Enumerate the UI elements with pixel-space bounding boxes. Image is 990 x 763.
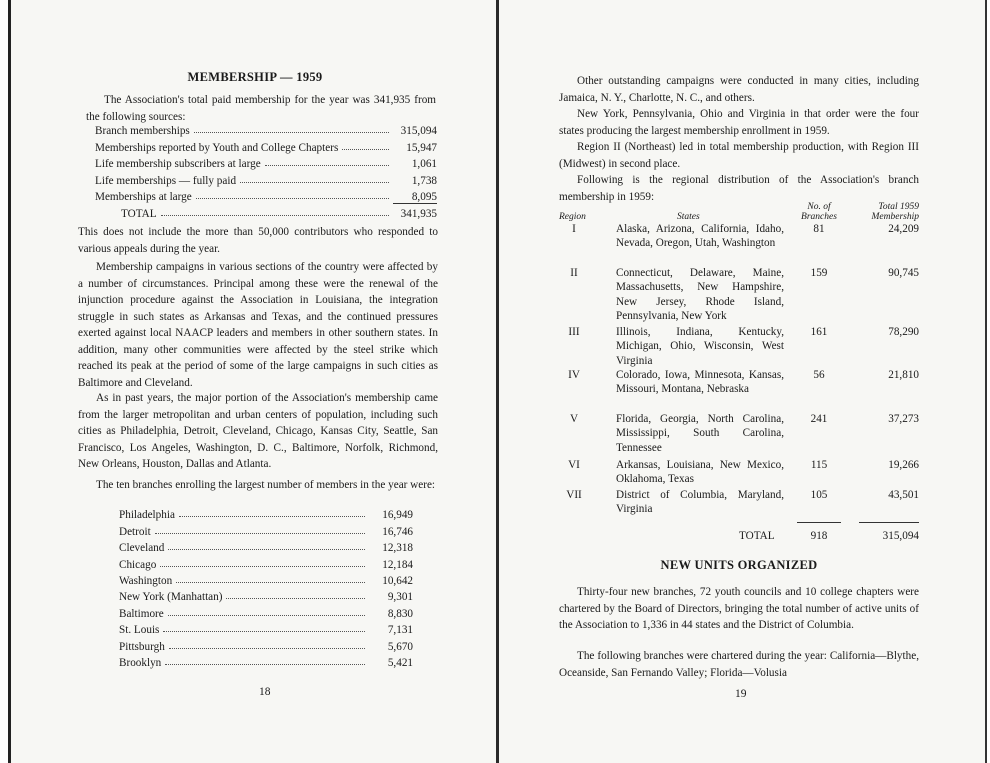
source-row-2: Life membership subscribers at large 1,061	[95, 158, 437, 171]
source-row-3: Life memberships — fully paid 1,738	[95, 174, 437, 187]
branch-row-2: Cleveland 12,318	[119, 542, 413, 555]
chartered-paragraph: The following branches were chartered during the year: California—Blythe, Oceanside, San Fernando Valley; Florida—Volusia	[559, 650, 919, 679]
following-paragraph: Following is the regional distribution of the Association's branch membership in 1959:	[559, 174, 919, 203]
branch-row-4: Washington 10,642	[119, 574, 413, 587]
branches-total-rule	[797, 522, 841, 523]
right-page	[499, 0, 987, 763]
sources-ledger	[95, 121, 437, 220]
top-branches-list	[119, 505, 413, 669]
other-campaigns-paragraph: Other outstanding campaigns were conducted in many cities, including Jamaica, N. Y., Charlotte, N. C., and others.	[559, 75, 919, 104]
source-row-4: Memberships at large 8,095	[95, 190, 437, 203]
membership-total-rule	[859, 522, 919, 523]
page-number-right: 19	[735, 688, 747, 700]
region-paragraph: Region II (Northeast) led in total membership production, with Region III (Midwest) in second place.	[559, 141, 919, 170]
branch-row-9: Brooklyn 5,421	[119, 656, 413, 669]
campaigns-paragraph: Membership campaigns in various sections of the country were affected by a number of circumstances. Principal among these were the renewal of the injunction procedure against the Association in Louisiana, the integration struggle in such states as Arkansas and Texas, and the continued pressures exerted against local NAACP leaders and members in other southern states. In addition, many other communities were affected by the steel strike which reached its peak at the period of some of the large campaigns in such cities as Baltimore and Cleveland.	[78, 261, 438, 389]
ten-branches-paragraph: The ten branches enrolling the largest number of members in the year were:	[96, 479, 436, 491]
header-states: States	[677, 212, 700, 222]
sources-total-row: TOTAL 341,935	[121, 208, 437, 221]
new-units-heading: NEW UNITS ORGANIZED	[660, 558, 818, 572]
branch-row-1: Detroit 16,746	[119, 525, 413, 538]
header-membership: Total 1959 Membership	[871, 202, 919, 222]
branch-row-5: New York (Manhattan) 9,301	[119, 591, 413, 604]
note-paragraph: This does not include the more than 50,000 contributors who responded to various appeals during the year.	[78, 226, 438, 255]
branch-row-7: St. Louis 7,131	[119, 624, 413, 637]
intro-paragraph: The Association's total paid membership for the year was 341,935 from the following sources:	[86, 94, 436, 123]
branch-row-3: Chicago 12,184	[119, 558, 413, 571]
left-page	[8, 0, 499, 763]
cities-paragraph: As in past years, the major portion of the Association's membership came from the larger metropolitan and urban centers of population, including such cities as Philadelphia, Detroit, Cleveland, Chicago, Kansas City, Seattle, San Francisco, Los Angeles, Washington, D. C., Baltimore, Norfolk, Richmond, New Orleans, Houston, Dallas and Atlanta.	[78, 392, 438, 470]
states-paragraph: New York, Pennsylvania, Ohio and Virginia in that order were the four states producing the largest membership enrollment in 1959.	[559, 108, 919, 137]
branch-row-8: Pittsburgh 5,670	[119, 640, 413, 653]
source-row-1: Memberships reported by Youth and College Chapters 15,947	[95, 141, 437, 154]
header-branches: No. of Branches	[801, 202, 837, 222]
page-number-left: 18	[259, 686, 271, 698]
header-region: Region	[559, 212, 586, 222]
branch-row-0: Philadelphia 16,949	[119, 509, 413, 522]
branch-row-6: Baltimore 8,830	[119, 607, 413, 620]
new-units-paragraph: Thirty-four new branches, 72 youth councils and 10 college chapters were chartered by the Board of Directors, bringing the total number of active units of the Association to 1,336 in 44 states and the District of Columbia.	[559, 586, 919, 631]
membership-heading: MEMBERSHIP — 1959	[187, 70, 323, 84]
source-row-0: Branch memberships 315,094	[95, 125, 437, 138]
regional-table: Region States No. of Branches Total 1959 Membership I Alaska, Arizona, California, Idaho, Nevada, Oregon, Utah, Washington 81 24,209 II Connecticut, Delaware, Maine, Massachusetts, New Hampshire, New Jersey, Rhode Island, Pennsylvania, New York 159 90,745 III Illinois, Indiana, Kentucky, Michigan, Ohio, Wisconsin, West Virginia 161 78,290 IV Colorado, Iowa, Minnesota, Kansas, Missouri, Montana, Nebraska 56 21,810 V Florida, Georgia, North Carolina, Mississippi, South Carolina, Tennessee 241 37,273 VI Arkansas, Louisiana, New Mexico, Oklahoma, Texas 115 19,266 VII District of Columbia, Maryland, Virginia 105 43,501 TOTAL 918 315,094	[559, 202, 919, 542]
